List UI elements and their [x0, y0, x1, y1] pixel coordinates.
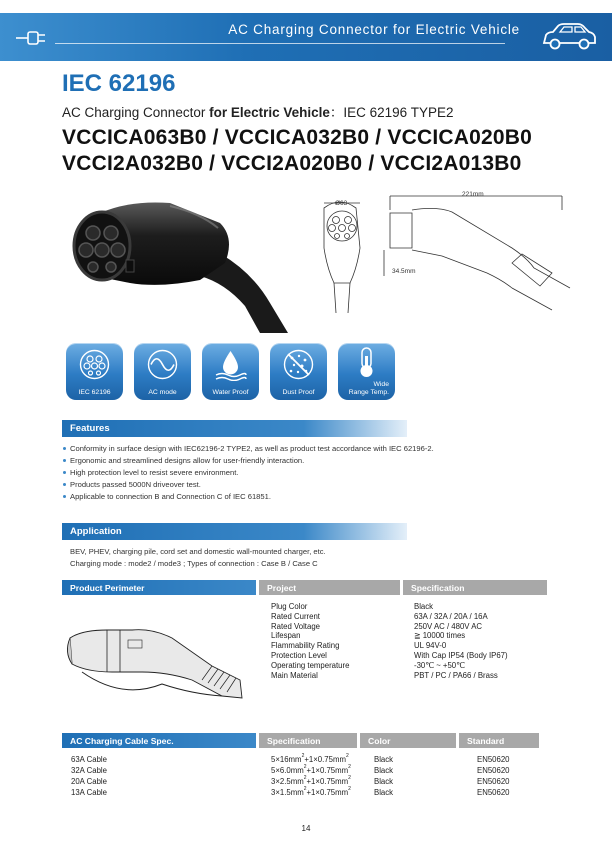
perimeter-spec: UL 94V-0 — [414, 641, 447, 651]
page-number: 14 — [301, 824, 311, 833]
perimeter-spec: PBT / PC / PA66 / Brass — [414, 670, 498, 680]
perimeter-spec: With Cap IP54 (Body IP67) — [414, 650, 508, 660]
height-label: 34.5mm — [392, 268, 416, 275]
features-heading: Features — [62, 420, 407, 437]
cable-spec-extra: +1×0.75mm — [306, 788, 349, 797]
perimeter-spec: Black — [414, 602, 434, 611]
perimeter-spec: 63A / 32A / 20A / 16A — [414, 611, 488, 621]
application-line-2: Charging mode : mode2 / mode3 ; Types of connection : Case B / Case C — [70, 559, 318, 569]
cable-spec-main: 3×2.5mm — [271, 777, 304, 786]
application-text — [70, 546, 326, 571]
cable-spec-column — [271, 754, 351, 798]
subtitle-bold: for Electric Vehicle — [209, 105, 330, 120]
superscript: 2 — [303, 786, 307, 792]
cable-color: Black — [374, 788, 394, 797]
cable-standard: EN50620 — [477, 788, 510, 797]
badge-dust-proof — [270, 343, 327, 400]
car-icon — [540, 19, 598, 53]
badge-iec-62196 — [66, 343, 123, 400]
perimeter-spec: ≧ 10000 times — [414, 631, 466, 641]
feature-item: Ergonomic and streamlined designs allow for user-friendly interaction. — [62, 455, 434, 467]
product-subtitle — [62, 101, 453, 121]
cable-standard: EN50620 — [477, 777, 510, 786]
model-numbers-line-2: VCCI2A032B0 / VCCI2A020B0 / VCCI2A013B0 — [62, 152, 522, 175]
connector-product-photo — [60, 188, 300, 333]
application-heading: Application — [62, 523, 407, 540]
features-list — [62, 443, 434, 503]
badge-wide-range-temp — [338, 343, 395, 400]
feature-icons — [66, 343, 395, 400]
connector-side-view-image — [62, 608, 250, 704]
badge-label: Water Proof — [212, 388, 249, 396]
superscript: 2 — [348, 786, 351, 792]
badge-label: IEC 62196 — [78, 388, 111, 396]
banner-divider — [55, 43, 505, 44]
perimeter-project: Flammability Rating — [271, 641, 340, 651]
perimeter-project: Lifespan — [271, 631, 301, 641]
cable-header-color: Color — [360, 733, 456, 748]
perimeter-header-product: Product Perimeter — [62, 580, 256, 595]
perimeter-project: Operating temperature — [271, 660, 350, 670]
superscript: 2 — [348, 764, 351, 770]
cable-name: 13A Cable — [71, 788, 107, 797]
perimeter-project: Protection Level — [271, 650, 327, 660]
feature-item: High protection level to resist severe environment. — [62, 467, 434, 479]
cable-spec — [271, 765, 351, 776]
cable-name: 20A Cable — [71, 777, 107, 786]
plug-icon — [14, 27, 54, 49]
superscript: 2 — [303, 764, 307, 770]
subtitle-prefix: AC Charging Connector — [62, 105, 210, 120]
perimeter-header-specification: Specification — [403, 580, 547, 595]
model-numbers-line-1: VCCICA063B0 / VCCICA032B0 / VCCICA020B0 — [62, 126, 532, 149]
badge-ac-mode — [134, 343, 191, 400]
cable-color: Black — [374, 777, 394, 786]
cable-color-column — [374, 754, 393, 798]
cable-spec — [271, 787, 351, 798]
cable-table-header — [62, 733, 550, 748]
cable-spec — [271, 754, 351, 765]
superscript: 2 — [301, 753, 305, 759]
feature-item: Applicable to connection B and Connection C of IEC 61851. — [62, 491, 434, 503]
diameter-label: Ø63 — [335, 200, 348, 207]
length-label: 221mm — [462, 191, 484, 198]
application-line-1: BEV, PHEV, charging pile, cord set and domestic wall-mounted charger, etc. — [70, 547, 326, 556]
cable-spec-main: 5×6.0mm — [271, 766, 304, 775]
cable-header-name: AC Charging Cable Spec. — [62, 733, 256, 748]
perimeter-spec: -30℃ ~ +50℃ — [414, 660, 465, 670]
perimeter-project: Rated Voltage — [271, 621, 320, 631]
perimeter-table-header — [62, 580, 550, 595]
header-banner — [0, 13, 612, 61]
banner-title: AC Charging Connector for Electric Vehicle — [228, 22, 520, 37]
dust-proof-icon — [282, 348, 315, 381]
iec-62196-socket-icon — [78, 348, 111, 381]
cable-spec-extra: +1×0.75mm — [306, 777, 349, 786]
cable-name-column — [71, 754, 107, 798]
cable-name: 32A Cable — [71, 766, 107, 775]
standard-title: IEC 62196 — [62, 70, 176, 97]
ac-mode-sine-icon — [146, 348, 179, 381]
perimeter-project: Main Material — [271, 670, 318, 680]
cable-spec — [271, 776, 351, 787]
cable-color: Black — [374, 755, 394, 764]
badge-label-line2: Range Temp. — [348, 388, 389, 396]
cable-standard: EN50620 — [477, 755, 510, 764]
dimension-drawing-lines — [312, 188, 582, 328]
cable-spec-main: 5×16mm — [271, 755, 302, 764]
perimeter-spec-column — [414, 602, 508, 680]
subtitle-suffix: ：IEC 62196 TYPE2 — [329, 105, 454, 120]
cable-spec-extra: +1×0.75mm — [304, 755, 346, 764]
cable-header-standard: Standard — [459, 733, 539, 748]
feature-item: Products passed 5000N driveover test. — [62, 479, 434, 491]
perimeter-spec: 250V AC / 480V AC — [414, 621, 483, 631]
badge-label: AC mode — [148, 388, 177, 396]
superscript: 2 — [303, 775, 307, 781]
dimension-drawing — [312, 188, 582, 328]
perimeter-header-project: Project — [259, 580, 400, 595]
perimeter-project: Plug Color — [271, 602, 308, 611]
badge-water-proof — [202, 343, 259, 400]
badge-label-line1: Wide — [373, 381, 389, 388]
perimeter-project-column — [271, 602, 349, 680]
cable-standard: EN50620 — [477, 766, 510, 775]
cable-name: 63A Cable — [71, 755, 107, 764]
badge-label — [338, 381, 395, 396]
perimeter-project: Rated Current — [271, 611, 320, 621]
cable-color: Black — [374, 766, 394, 775]
thermometer-icon — [350, 346, 383, 379]
superscript: 2 — [345, 753, 349, 759]
feature-item: Conformity in surface design with IEC62196-2 TYPE2, as well as product test accordance with IEC 62196-2. — [62, 443, 434, 455]
cable-header-specification: Specification — [259, 733, 357, 748]
cable-spec-extra: +1×0.75mm — [306, 766, 349, 775]
cable-spec-main: 3×1.5mm — [271, 788, 304, 797]
water-proof-drop-icon — [214, 348, 247, 381]
superscript: 2 — [348, 775, 351, 781]
badge-label: Dust Proof — [282, 388, 315, 396]
cable-standard-column — [477, 754, 510, 798]
